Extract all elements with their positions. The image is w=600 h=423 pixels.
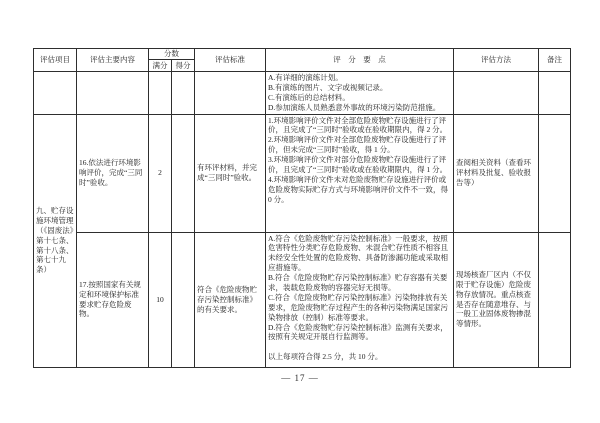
cell-full-score-empty [149, 72, 172, 115]
header-standard: 评估标准 [195, 49, 266, 72]
header-remark: 备注 [539, 49, 571, 72]
cell-project-empty [34, 72, 77, 115]
cell-points-17: A.符合《危险废物贮存污染控制标准》一般要求，按照危害特性分类贮存危险废物、未混合贮存性质不相容且未经安全性处置的危险废物、具备防渗漏功能或采取相应措施等。 B.符合《危险废物贮存污染控制标准》贮存容器有关要求，装载危险废物的容器完好无损等。 C.符合《危险废物贮存污染控制标准》污染物排放有关要求，危险废物贮存过程产生的各种污染物满足国家污染物排放（控制）标准等要求。 D.符合《危险废物贮存污染控制标准》监测有关要求，按照有关规定开展自行监测等。 以上每项符合得 2.5 分，共 10 分。 [266, 232, 454, 367]
page-number: — 17 — [281, 373, 319, 383]
evaluation-table [33, 48, 571, 368]
cell-remark-17 [539, 232, 571, 367]
cell-remark-16 [539, 114, 571, 232]
header-score-full: 满分 [149, 60, 172, 72]
header-score-earned: 得分 [172, 60, 195, 72]
cell-standard-16: 有环评材料，并完成“三同时”验收。 [195, 114, 266, 232]
table-row-item-17 [34, 232, 571, 367]
cell-earned-score-16 [172, 114, 195, 232]
cell-standard-17: 符合《危险废物贮存污染控制标准》的有关要求。 [195, 232, 266, 367]
cell-points-drill: A.有详细的演练计划。 B.有演练的图片、文字或视频记录。 C.有演练后的总结材料。 D.参加演练人员熟悉意外事故的环境污染防范措施。 [266, 72, 454, 115]
cell-content-empty [77, 72, 149, 115]
cell-earned-score-17 [172, 232, 195, 367]
table-row-item-16 [34, 114, 571, 232]
cell-earned-score-empty [172, 72, 195, 115]
header-score-group: 分数 [149, 49, 195, 60]
cell-method-16: 查阅相关资料（查看环评材料及批复、验收报告等） [454, 114, 539, 232]
cell-method-empty [454, 72, 539, 115]
cell-content-17: 17.按照国家有关规定和环境保护标准要求贮存危险废物。 [77, 232, 149, 367]
table-row-drill-carryover [34, 72, 571, 115]
cell-section-label: 九、贮存设施环境管理（《固废法》第十七条、第十八条、第七十九条） [34, 114, 77, 367]
cell-standard-empty [195, 72, 266, 115]
cell-method-17: 现场核查厂区内（不仅限于贮存设施）危险废物存放情况。重点核查是否存在随意堆存、与一般工业固体废物掺混等情形。 [454, 232, 539, 367]
header-main-content: 评估主要内容 [77, 49, 149, 72]
cell-full-score-16: 2 [149, 114, 172, 232]
cell-content-16: 16.依法进行环境影响评价，完成“三同时”验收。 [77, 114, 149, 232]
cell-full-score-17: 10 [149, 232, 172, 367]
header-method: 评估方法 [454, 49, 539, 72]
header-project: 评估项目 [34, 49, 77, 72]
cell-points-16: 1.环境影响评价文件对全部危险废物贮存设施进行了评价，且完成了“三同时”验收或在验收期限内，得 2 分。 2.环境影响评价文件对全部危险废物贮存设施进行了评价，但未完成“三同时”验收，得 1 分。 3.环境影响评价文件对部分危险废物贮存设施进行了评价，且完成了“三同时”验收或在验收期限内，得 1 分。 4.环境影响评价文件未对危险废物贮存设施进行评价或危险废物实际贮存方式与环境影响评价文件不一致，得 0 分。 [266, 114, 454, 232]
header-row-top [34, 49, 571, 60]
cell-remark-empty [539, 72, 571, 115]
header-points: 评 分 要 点 [266, 49, 454, 72]
